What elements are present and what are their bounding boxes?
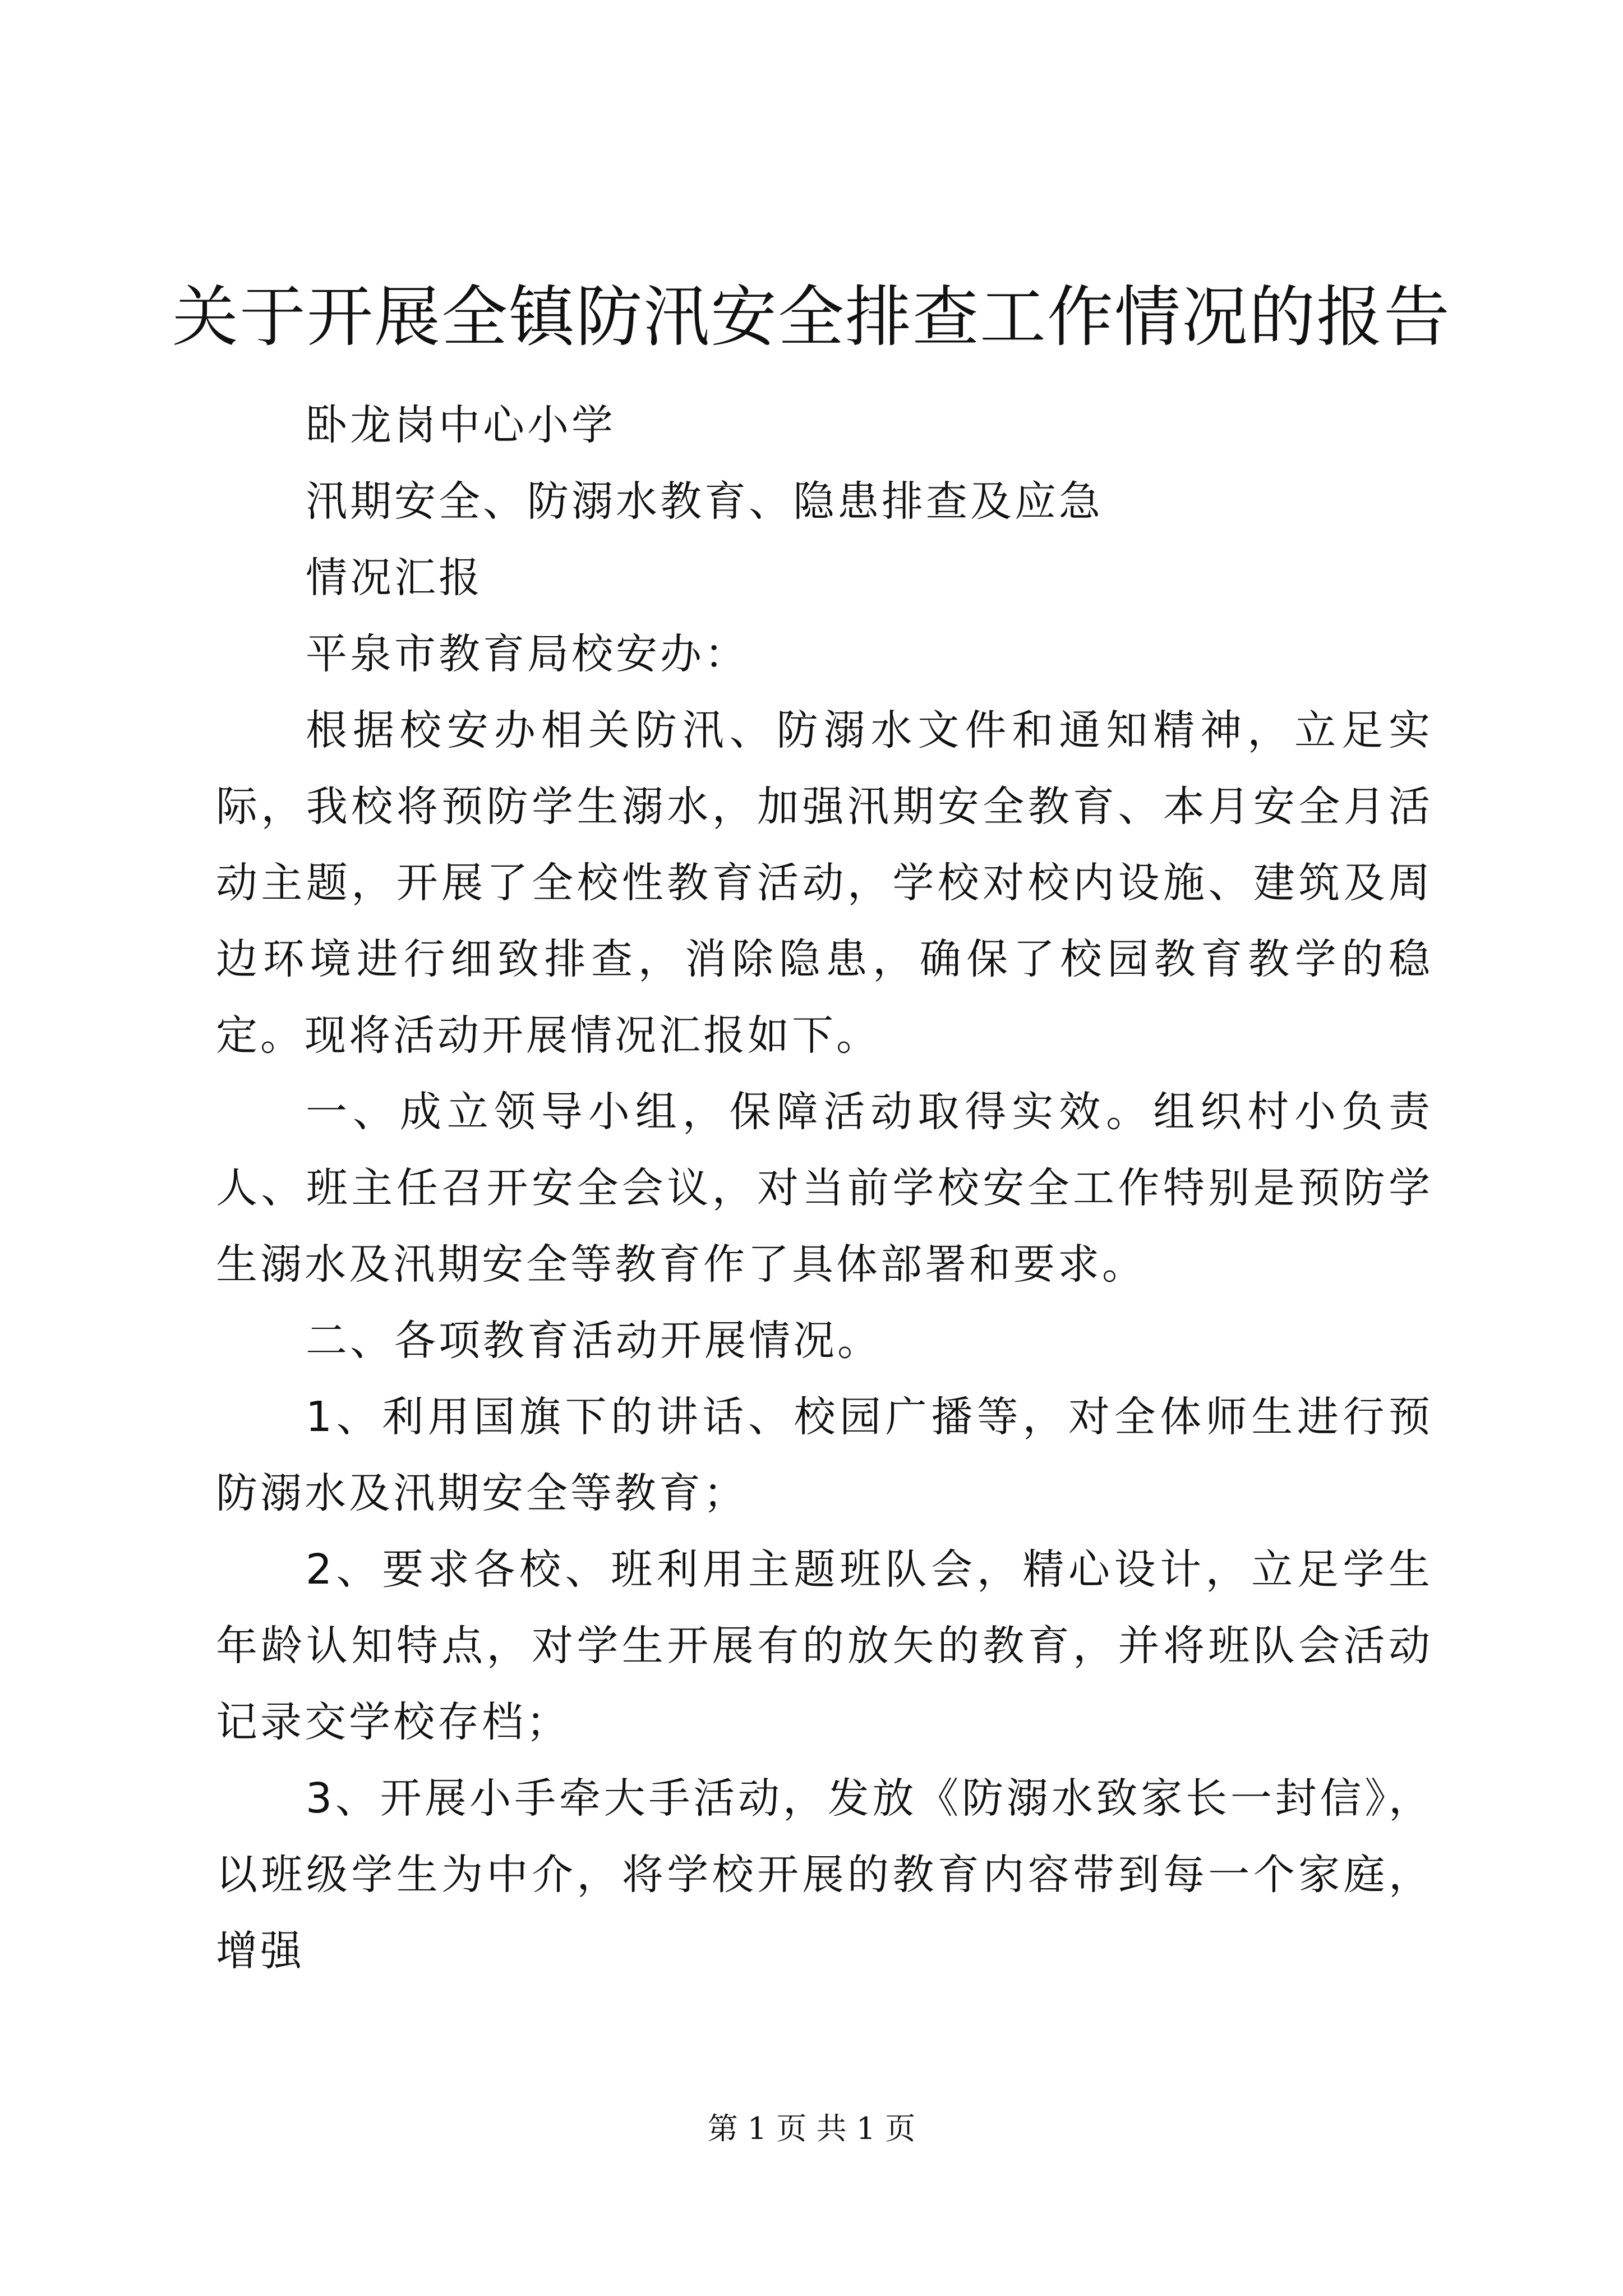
document-body (216, 387, 1433, 1989)
paragraph-section-2: 二、各项教育活动开展情况。 (306, 1317, 882, 1365)
paragraph-subtitle: 汛期安全、防溺水教育、隐患排查及应急 (306, 477, 1103, 526)
paragraph-item-2: 2、要求各校、班利用主题班队会，精心设计，立足学生年龄认知特点，对学生开展有的放矢的教育，并将班队会活动记录交学校存档； (216, 1545, 1433, 1746)
page-footer: 第 1 页 共 1 页 (707, 2111, 916, 2146)
paragraph-item-1: 1、利用国旗下的讲话、校园广播等，对全体师生进行预防溺水及汛期安全等教育； (216, 1393, 1433, 1517)
paragraph-section-1: 一、成立领导小组，保障活动取得实效。组织村小负责人、班主任召开安全会议，对当前学校安全工作特别是预防学生溺水及汛期安全等教育作了具体部署和要求。 (216, 1088, 1433, 1289)
paragraph-item-3: 3、开展小手牵大手活动，发放《防溺水致家长一封信》，以班级学生为中介，将学校开展的教育内容带到每一个家庭，增强 (216, 1774, 1433, 1975)
document-title: 关于开展全镇防汛安全排查工作情况的报告 (172, 278, 1451, 356)
paragraph-school-name: 卧龙岗中心小学 (306, 401, 616, 449)
paragraph-subtitle-cont: 情况汇报 (306, 554, 483, 602)
paragraph-addressee: 平泉市教育局校安办： (306, 630, 749, 678)
paragraph-intro: 根据校安办相关防汛、防溺水文件和通知精神，立足实际，我校将预防学生溺水，加强汛期安全教育、本月安全月活动主题，开展了全校性教育活动，学校对校内设施、建筑及周边环境进行细致排查，消除隐患，确保了校园教育教学的稳定。现将活动开展情况汇报如下。 (216, 706, 1433, 1060)
